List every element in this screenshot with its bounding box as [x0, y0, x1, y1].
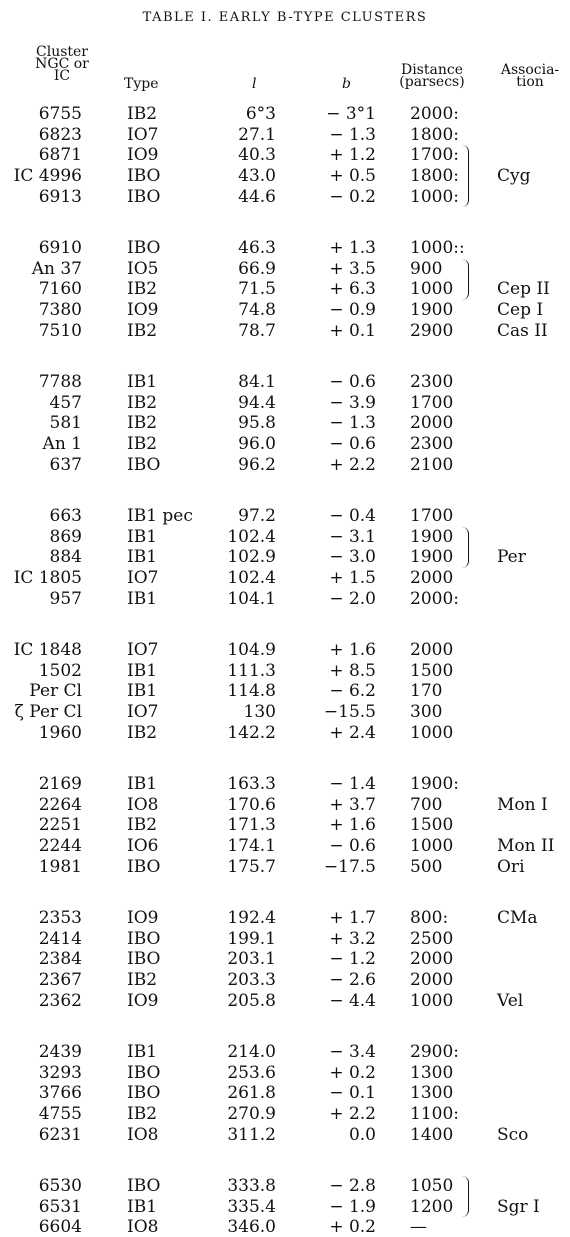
cell-cluster: 7380: [38, 300, 82, 321]
cell-b: − 0.4: [329, 506, 376, 526]
table-row: [0, 125, 570, 145]
table-row: [0, 589, 570, 609]
cell-dist: 1500: [410, 815, 454, 836]
cell-b: + 2.2: [329, 1104, 376, 1125]
cell-l: 175.7: [227, 856, 276, 877]
cell-assoc: Sgr I: [497, 1196, 540, 1217]
cell-assoc: Mon I: [497, 794, 548, 815]
cell-b: − 0.6: [329, 372, 376, 392]
cell-type: IB2: [127, 815, 158, 836]
cell-b: − 0.6: [329, 434, 376, 455]
cell-cluster: 2264: [38, 794, 82, 815]
cell-dist: 2000: [410, 568, 454, 589]
cell-dist: 1800:: [410, 124, 459, 145]
cell-l: 97.2: [238, 506, 276, 526]
cell-b: − 0.9: [329, 300, 376, 321]
cell-dist: 1700: [410, 506, 454, 526]
cell-l: 27.1: [238, 124, 276, 145]
cell-cluster: 2251: [38, 815, 82, 836]
cell-dist: 2900: [410, 320, 454, 341]
cell-b: −15.5: [323, 702, 376, 723]
cell-dist: 2300: [410, 434, 454, 455]
cell-cluster: IC 1805: [13, 568, 82, 589]
table-row: [0, 908, 570, 928]
table-row: [0, 929, 570, 949]
cell-l: 333.8: [227, 1176, 276, 1196]
cell-l: 192.4: [227, 908, 276, 928]
cell-l: 174.1: [227, 836, 276, 857]
cell-dist: 1000:: [410, 186, 459, 207]
cell-cluster: 3293: [38, 1062, 82, 1083]
cell-dist: 2000: [410, 970, 454, 991]
table-row: [0, 166, 570, 186]
cell-dist: 500: [410, 856, 443, 877]
table-row: [0, 413, 570, 433]
cell-cluster: 1960: [38, 722, 82, 743]
table-row: [0, 1217, 570, 1237]
cell-b: − 4.4: [329, 990, 376, 1011]
cell-cluster: 2367: [38, 970, 82, 991]
cell-cluster: 6910: [38, 238, 82, 258]
cell-l: 203.3: [227, 970, 276, 991]
cell-l: 111.3: [227, 660, 276, 681]
cell-type: IB1: [127, 526, 158, 547]
cell-cluster: 7160: [38, 279, 82, 300]
table-row: [0, 321, 570, 341]
cell-cluster: IC 1848: [13, 640, 82, 660]
cell-type: IBO: [127, 238, 161, 258]
cell-assoc: Cyg: [497, 166, 531, 187]
table-row: [0, 145, 570, 165]
cell-type: IB2: [127, 392, 158, 413]
cell-b: + 8.5: [329, 660, 376, 681]
cell-b: + 1.7: [329, 908, 376, 928]
cell-type: IBO: [127, 1176, 161, 1196]
table-row: [0, 527, 570, 547]
cell-type: IO9: [127, 145, 159, 166]
header-association: Associa- tion: [500, 62, 560, 90]
cell-b: − 1.3: [329, 413, 376, 434]
table-row: [0, 1042, 570, 1062]
cell-cluster: 6531: [38, 1196, 82, 1217]
table-row: [0, 372, 570, 392]
table-row: [0, 259, 570, 279]
cell-l: 270.9: [227, 1104, 276, 1125]
cell-dist: 2000: [410, 640, 454, 660]
cell-type: IB1: [127, 547, 158, 568]
cell-dist: 700: [410, 794, 443, 815]
table-row: [0, 1083, 570, 1103]
cell-type: IB2: [127, 320, 158, 341]
table-row: [0, 795, 570, 815]
cell-b: + 0.5: [329, 166, 376, 187]
cell-cluster: 6913: [38, 186, 82, 207]
cell-dist: 900: [410, 258, 443, 279]
table-row: [0, 187, 570, 207]
cell-l: 96.2: [238, 454, 276, 475]
cell-type: IO5: [127, 258, 159, 279]
cell-cluster: ζ Per Cl: [14, 702, 82, 723]
cell-l: 203.1: [227, 949, 276, 970]
cell-cluster: 2244: [38, 836, 82, 857]
cell-l: 346.0: [227, 1217, 276, 1237]
cell-type: IB2: [127, 1104, 158, 1125]
table-row: [0, 774, 570, 794]
cell-dist: 1100:: [410, 1104, 459, 1125]
cell-dist: 300: [410, 702, 443, 723]
cell-dist: 2000:: [410, 104, 459, 124]
table-row: [0, 640, 570, 660]
cell-l: 95.8: [238, 413, 276, 434]
table-row: [0, 702, 570, 722]
cell-dist: 1000: [410, 990, 454, 1011]
cell-dist: 1900: [410, 547, 454, 568]
cell-l: 84.1: [238, 372, 276, 392]
cell-dist: 1300: [410, 1083, 454, 1104]
cell-l: 43.0: [238, 166, 276, 187]
cell-l: 261.8: [227, 1083, 276, 1104]
cell-b: − 1.3: [329, 124, 376, 145]
cell-cluster: An 37: [31, 258, 82, 279]
cell-type: IBO: [127, 1062, 161, 1083]
cell-b: − 3.1: [329, 526, 376, 547]
cell-type: IO7: [127, 702, 159, 723]
cell-assoc: Cep I: [497, 300, 544, 321]
cell-assoc: Ori: [497, 856, 525, 877]
cell-b: + 2.4: [329, 722, 376, 743]
cell-assoc: Cep II: [497, 279, 550, 300]
table-row: [0, 661, 570, 681]
table-title: TABLE I. EARLY B-TYPE CLUSTERS: [142, 10, 428, 25]
table-row: [0, 1176, 570, 1196]
cell-l: 130: [243, 702, 276, 723]
cell-l: 74.8: [238, 300, 276, 321]
cell-type: IO8: [127, 794, 159, 815]
cell-type: IBO: [127, 928, 161, 949]
cell-type: IB2: [127, 970, 158, 991]
table-row: [0, 836, 570, 856]
cell-type: IO9: [127, 300, 159, 321]
cell-dist: 1700:: [410, 145, 459, 166]
cell-type: IBO: [127, 1083, 161, 1104]
table-row: [0, 949, 570, 969]
cell-dist: 2900:: [410, 1042, 459, 1062]
cell-dist: 2100: [410, 454, 454, 475]
cell-type: IB1: [127, 681, 158, 702]
table-row: [0, 547, 570, 567]
cell-cluster: 2362: [38, 990, 82, 1011]
cell-b: + 6.3: [329, 279, 376, 300]
cell-b: + 1.2: [329, 145, 376, 166]
cell-cluster: An 1: [42, 434, 82, 455]
cell-l: 170.6: [227, 794, 276, 815]
cell-type: IB1: [127, 1042, 158, 1062]
cell-l: 40.3: [238, 145, 276, 166]
group-brace: [462, 1176, 469, 1217]
cell-type: IBO: [127, 166, 161, 187]
cell-b: − 6.2: [329, 681, 376, 702]
cell-cluster: 581: [49, 413, 82, 434]
cell-assoc: Per: [497, 547, 526, 568]
cell-type: IB2: [127, 722, 158, 743]
table-row: [0, 681, 570, 701]
cell-dist: 2000: [410, 413, 454, 434]
table-row: [0, 815, 570, 835]
cell-type: IB1 pec: [127, 506, 193, 526]
cell-cluster: 884: [49, 547, 82, 568]
cell-type: IBO: [127, 949, 161, 970]
cell-b: + 2.2: [329, 454, 376, 475]
cell-l: 44.6: [238, 186, 276, 207]
cell-assoc: Mon II: [497, 836, 555, 857]
table-row: [0, 991, 570, 1011]
cell-cluster: 1981: [38, 856, 82, 877]
cell-l: 114.8: [227, 681, 276, 702]
cell-type: IB1: [127, 588, 158, 609]
table-row: [0, 568, 570, 588]
cell-l: 335.4: [227, 1196, 276, 1217]
cell-l: 311.2: [227, 1124, 276, 1145]
cell-l: 94.4: [238, 392, 276, 413]
cell-cluster: 2384: [38, 949, 82, 970]
cell-type: IO7: [127, 640, 159, 660]
cell-assoc: CMa: [497, 908, 538, 928]
table-row: [0, 857, 570, 877]
cell-dist: 1700: [410, 392, 454, 413]
cell-l: 102.4: [227, 526, 276, 547]
header-b: b: [342, 76, 351, 92]
cell-assoc: Sco: [497, 1124, 529, 1145]
cell-l: 104.9: [227, 640, 276, 660]
cell-assoc: Vel: [497, 990, 524, 1011]
cell-cluster: 663: [49, 506, 82, 526]
cell-type: IO7: [127, 124, 159, 145]
cell-b: + 1.6: [329, 815, 376, 836]
cell-b: − 3.0: [329, 547, 376, 568]
table-row: [0, 104, 570, 124]
cell-dist: 1900: [410, 526, 454, 547]
cell-dist: 1000: [410, 279, 454, 300]
cell-type: IO9: [127, 990, 159, 1011]
cell-dist: 2300: [410, 372, 454, 392]
cell-l: 6°3: [245, 104, 276, 124]
cell-dist: 1900:: [410, 774, 459, 794]
group-brace: [462, 145, 469, 207]
table-row: [0, 723, 570, 743]
cell-cluster: 7510: [38, 320, 82, 341]
cell-b: − 1.4: [329, 774, 376, 794]
cell-dist: 1800:: [410, 166, 459, 187]
cell-b: − 0.6: [329, 836, 376, 857]
cell-b: − 2.8: [329, 1176, 376, 1196]
cell-b: − 1.2: [329, 949, 376, 970]
table-row: [0, 300, 570, 320]
cell-dist: 2000: [410, 949, 454, 970]
cell-b: − 3.9: [329, 392, 376, 413]
cell-type: IB2: [127, 104, 158, 124]
cell-l: 199.1: [227, 928, 276, 949]
cell-cluster: 6604: [38, 1217, 82, 1237]
cell-cluster: 6871: [38, 145, 82, 166]
table-row: [0, 455, 570, 475]
cell-b: + 3.5: [329, 258, 376, 279]
cell-l: 142.2: [227, 722, 276, 743]
cell-type: IB2: [127, 434, 158, 455]
cell-b: −17.5: [323, 856, 376, 877]
cell-dist: 2000:: [410, 588, 459, 609]
cell-cluster: 957: [49, 588, 82, 609]
header-l: l: [252, 76, 257, 92]
cell-cluster: 2414: [38, 928, 82, 949]
cell-b: 0.0: [348, 1124, 376, 1145]
cell-l: 171.3: [227, 815, 276, 836]
cell-dist: 1000: [410, 722, 454, 743]
cell-b: − 3.4: [329, 1042, 376, 1062]
cell-type: IBO: [127, 186, 161, 207]
cell-dist: 1050: [410, 1176, 454, 1196]
cell-b: + 3.2: [329, 928, 376, 949]
cell-cluster: Per Cl: [29, 681, 82, 702]
header-cluster: Cluster NGC or IC: [35, 44, 89, 84]
cell-b: − 2.0: [329, 588, 376, 609]
group-brace: [462, 259, 469, 300]
cell-dist: 2500: [410, 928, 454, 949]
group-brace: [462, 527, 469, 568]
cell-l: 253.6: [227, 1062, 276, 1083]
cell-cluster: 6755: [38, 104, 82, 124]
cell-cluster: 2353: [38, 908, 82, 928]
cell-b: + 0.2: [329, 1217, 376, 1237]
cell-b: + 0.1: [329, 320, 376, 341]
cell-l: 102.9: [227, 547, 276, 568]
cell-type: IO7: [127, 568, 159, 589]
cell-cluster: 6530: [38, 1176, 82, 1196]
cell-l: 78.7: [238, 320, 276, 341]
cell-type: IO6: [127, 836, 159, 857]
cell-cluster: 7788: [38, 372, 82, 392]
cell-b: − 1.9: [329, 1196, 376, 1217]
cell-b: + 0.2: [329, 1062, 376, 1083]
table-row: [0, 279, 570, 299]
cell-type: IO8: [127, 1124, 159, 1145]
cell-type: IB1: [127, 660, 158, 681]
cell-cluster: 457: [49, 392, 82, 413]
cell-b: + 1.5: [329, 568, 376, 589]
table-row: [0, 1104, 570, 1124]
cell-type: IBO: [127, 454, 161, 475]
cell-b: − 0.2: [329, 186, 376, 207]
cell-cluster: 2439: [38, 1042, 82, 1062]
cell-cluster: 2169: [38, 774, 82, 794]
cell-dist: 170: [410, 681, 443, 702]
table-row: [0, 1125, 570, 1145]
cell-dist: 1400: [410, 1124, 454, 1145]
cell-l: 104.1: [227, 588, 276, 609]
cell-l: 205.8: [227, 990, 276, 1011]
cell-b: + 1.6: [329, 640, 376, 660]
table-row: [0, 393, 570, 413]
cell-dist: 800:: [410, 908, 449, 928]
cell-type: IBO: [127, 856, 161, 877]
cell-l: 66.9: [238, 258, 276, 279]
cell-dist: 1500: [410, 660, 454, 681]
cell-l: 46.3: [238, 238, 276, 258]
cell-b: − 2.6: [329, 970, 376, 991]
cell-dist: 1200: [410, 1196, 454, 1217]
cell-dist: 1000::: [410, 238, 465, 258]
cell-b: + 3.7: [329, 794, 376, 815]
cell-assoc: Cas II: [497, 320, 548, 341]
table-row: [0, 238, 570, 258]
table-row: [0, 1197, 570, 1217]
cell-type: IB2: [127, 413, 158, 434]
cell-b: − 0.1: [329, 1083, 376, 1104]
cell-l: 71.5: [238, 279, 276, 300]
table-row: [0, 506, 570, 526]
cell-type: IB1: [127, 774, 158, 794]
header-distance: Distance (parsecs): [399, 62, 465, 90]
header-type: Type: [124, 76, 159, 92]
cell-type: IB1: [127, 372, 158, 392]
cell-b: + 1.3: [329, 238, 376, 258]
cell-type: IB2: [127, 279, 158, 300]
cell-cluster: 3766: [38, 1083, 82, 1104]
cell-cluster: 6823: [38, 124, 82, 145]
cell-l: 96.0: [238, 434, 276, 455]
cell-l: 102.4: [227, 568, 276, 589]
table-row: [0, 434, 570, 454]
table-row: [0, 1063, 570, 1083]
cell-dist: 1000: [410, 836, 454, 857]
cell-dist: —: [410, 1217, 427, 1237]
cell-cluster: 1502: [38, 660, 82, 681]
cell-dist: 1300: [410, 1062, 454, 1083]
cell-cluster: 4755: [38, 1104, 82, 1125]
cell-cluster: 637: [49, 454, 82, 475]
cell-l: 214.0: [227, 1042, 276, 1062]
cell-cluster: 6231: [38, 1124, 82, 1145]
cell-dist: 1900: [410, 300, 454, 321]
cell-type: IO9: [127, 908, 159, 928]
cell-type: IO8: [127, 1217, 159, 1237]
cell-b: − 3°1: [326, 104, 376, 124]
cell-cluster: 869: [49, 526, 82, 547]
cell-type: IB1: [127, 1196, 158, 1217]
cell-l: 163.3: [227, 774, 276, 794]
table-row: [0, 970, 570, 990]
cell-cluster: IC 4996: [13, 166, 82, 187]
